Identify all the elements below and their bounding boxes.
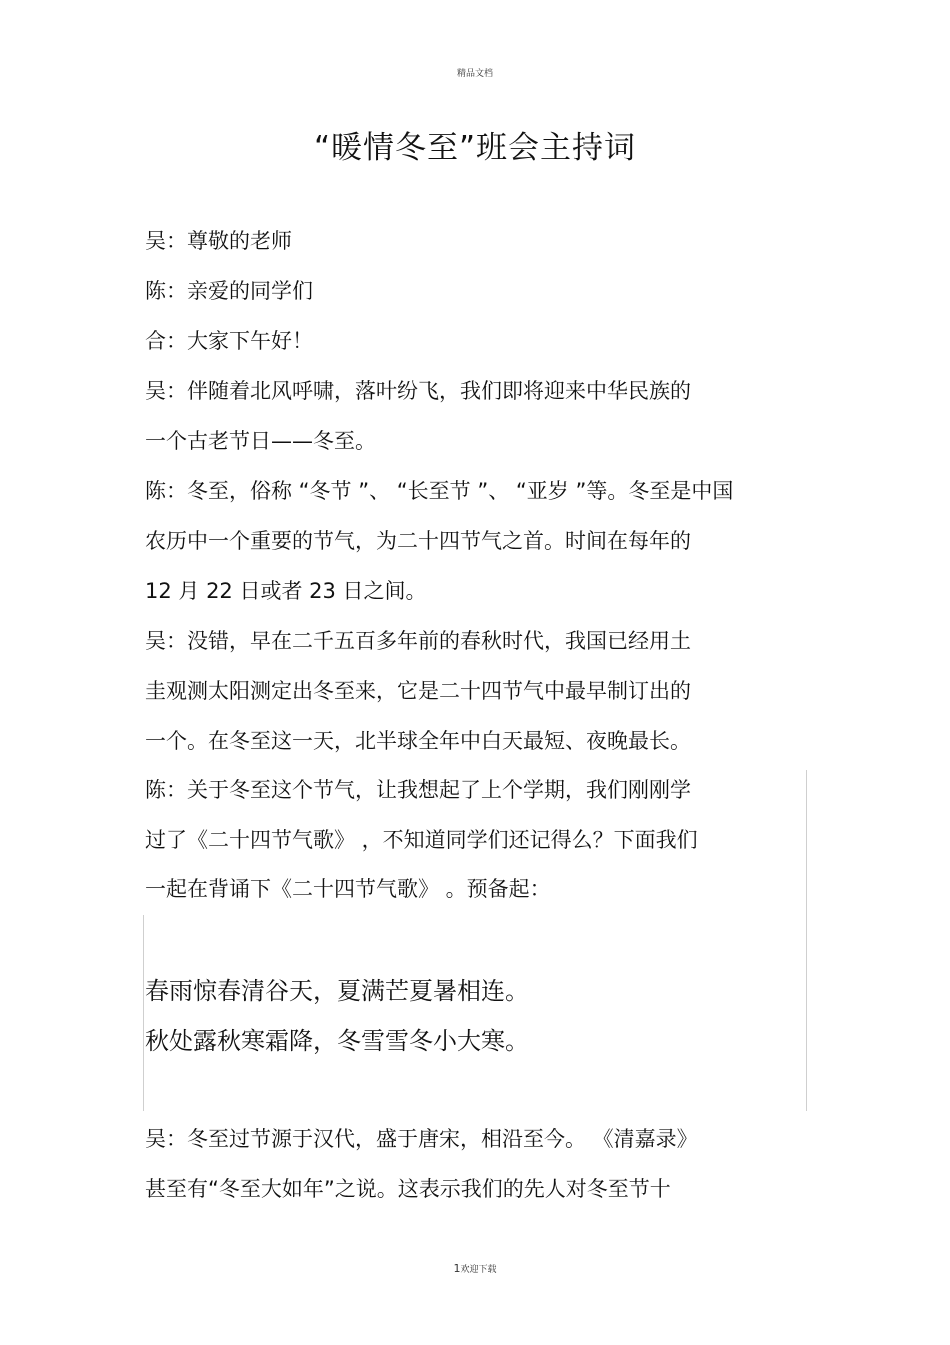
- poem-line: 春雨惊春清谷天，夏满芒夏暑相连。: [145, 977, 529, 1005]
- page-header: 精品文档: [456, 69, 493, 79]
- text-line: 一个古老节日——冬至。: [145, 429, 376, 453]
- text-line: 陈：冬至，俗称 “冬节 ”、 “长至节 ”、 “亚岁 ”等。冬至是中国: [145, 479, 734, 503]
- text-line: 一个。在冬至这一天，北半球全年中白天最短、夜晚最长。: [145, 729, 691, 753]
- text-line: 吴：没错，早在二千五百多年前的春秋时代，我国已经用土: [145, 629, 691, 653]
- text-line: 12 月 22 日或者 23 日之间。: [145, 579, 427, 603]
- page-footer: [0, 1262, 950, 1275]
- text-line: 农历中一个重要的节气，为二十四节气之首。时间在每年的: [145, 529, 691, 553]
- text-line: 陈：关于冬至这个节气，让我想起了上个学期，我们刚刚学: [145, 778, 691, 802]
- text-line: 吴：冬至过节源于汉代，盛于唐宋，相沿至今。 《清嘉录》: [145, 1127, 698, 1151]
- text-line: 陈：亲爱的同学们: [145, 279, 313, 303]
- text-line: 圭观测太阳测定出冬至来，它是二十四节气中最早制订出的: [145, 679, 691, 703]
- page-title: “暖情冬至”班会主持词: [313, 130, 637, 166]
- text-line: 甚至有“冬至大如年”之说。这表示我们的先人对冬至节十: [145, 1177, 671, 1201]
- poem-line: 秋处露秋寒霜降，冬雪雪冬小大寒。: [145, 1027, 529, 1055]
- text-line: 过了《二十四节气歌》 ，不知道同学们还记得么？下面我们: [145, 828, 698, 852]
- box-right-rule: [806, 770, 807, 1111]
- box-left-rule: [143, 915, 144, 1111]
- text-line: 合：大家下午好！: [145, 329, 313, 353]
- text-line: 一起在背诵下《二十四节气歌》 。预备起：: [145, 877, 551, 901]
- page-number: 1: [453, 1262, 461, 1275]
- text-line: 吴：尊敬的老师: [145, 229, 292, 253]
- footer-text: 欢迎下载: [460, 1265, 497, 1275]
- text-line: 吴：伴随着北风呼啸，落叶纷飞，我们即将迎来中华民族的: [145, 379, 691, 403]
